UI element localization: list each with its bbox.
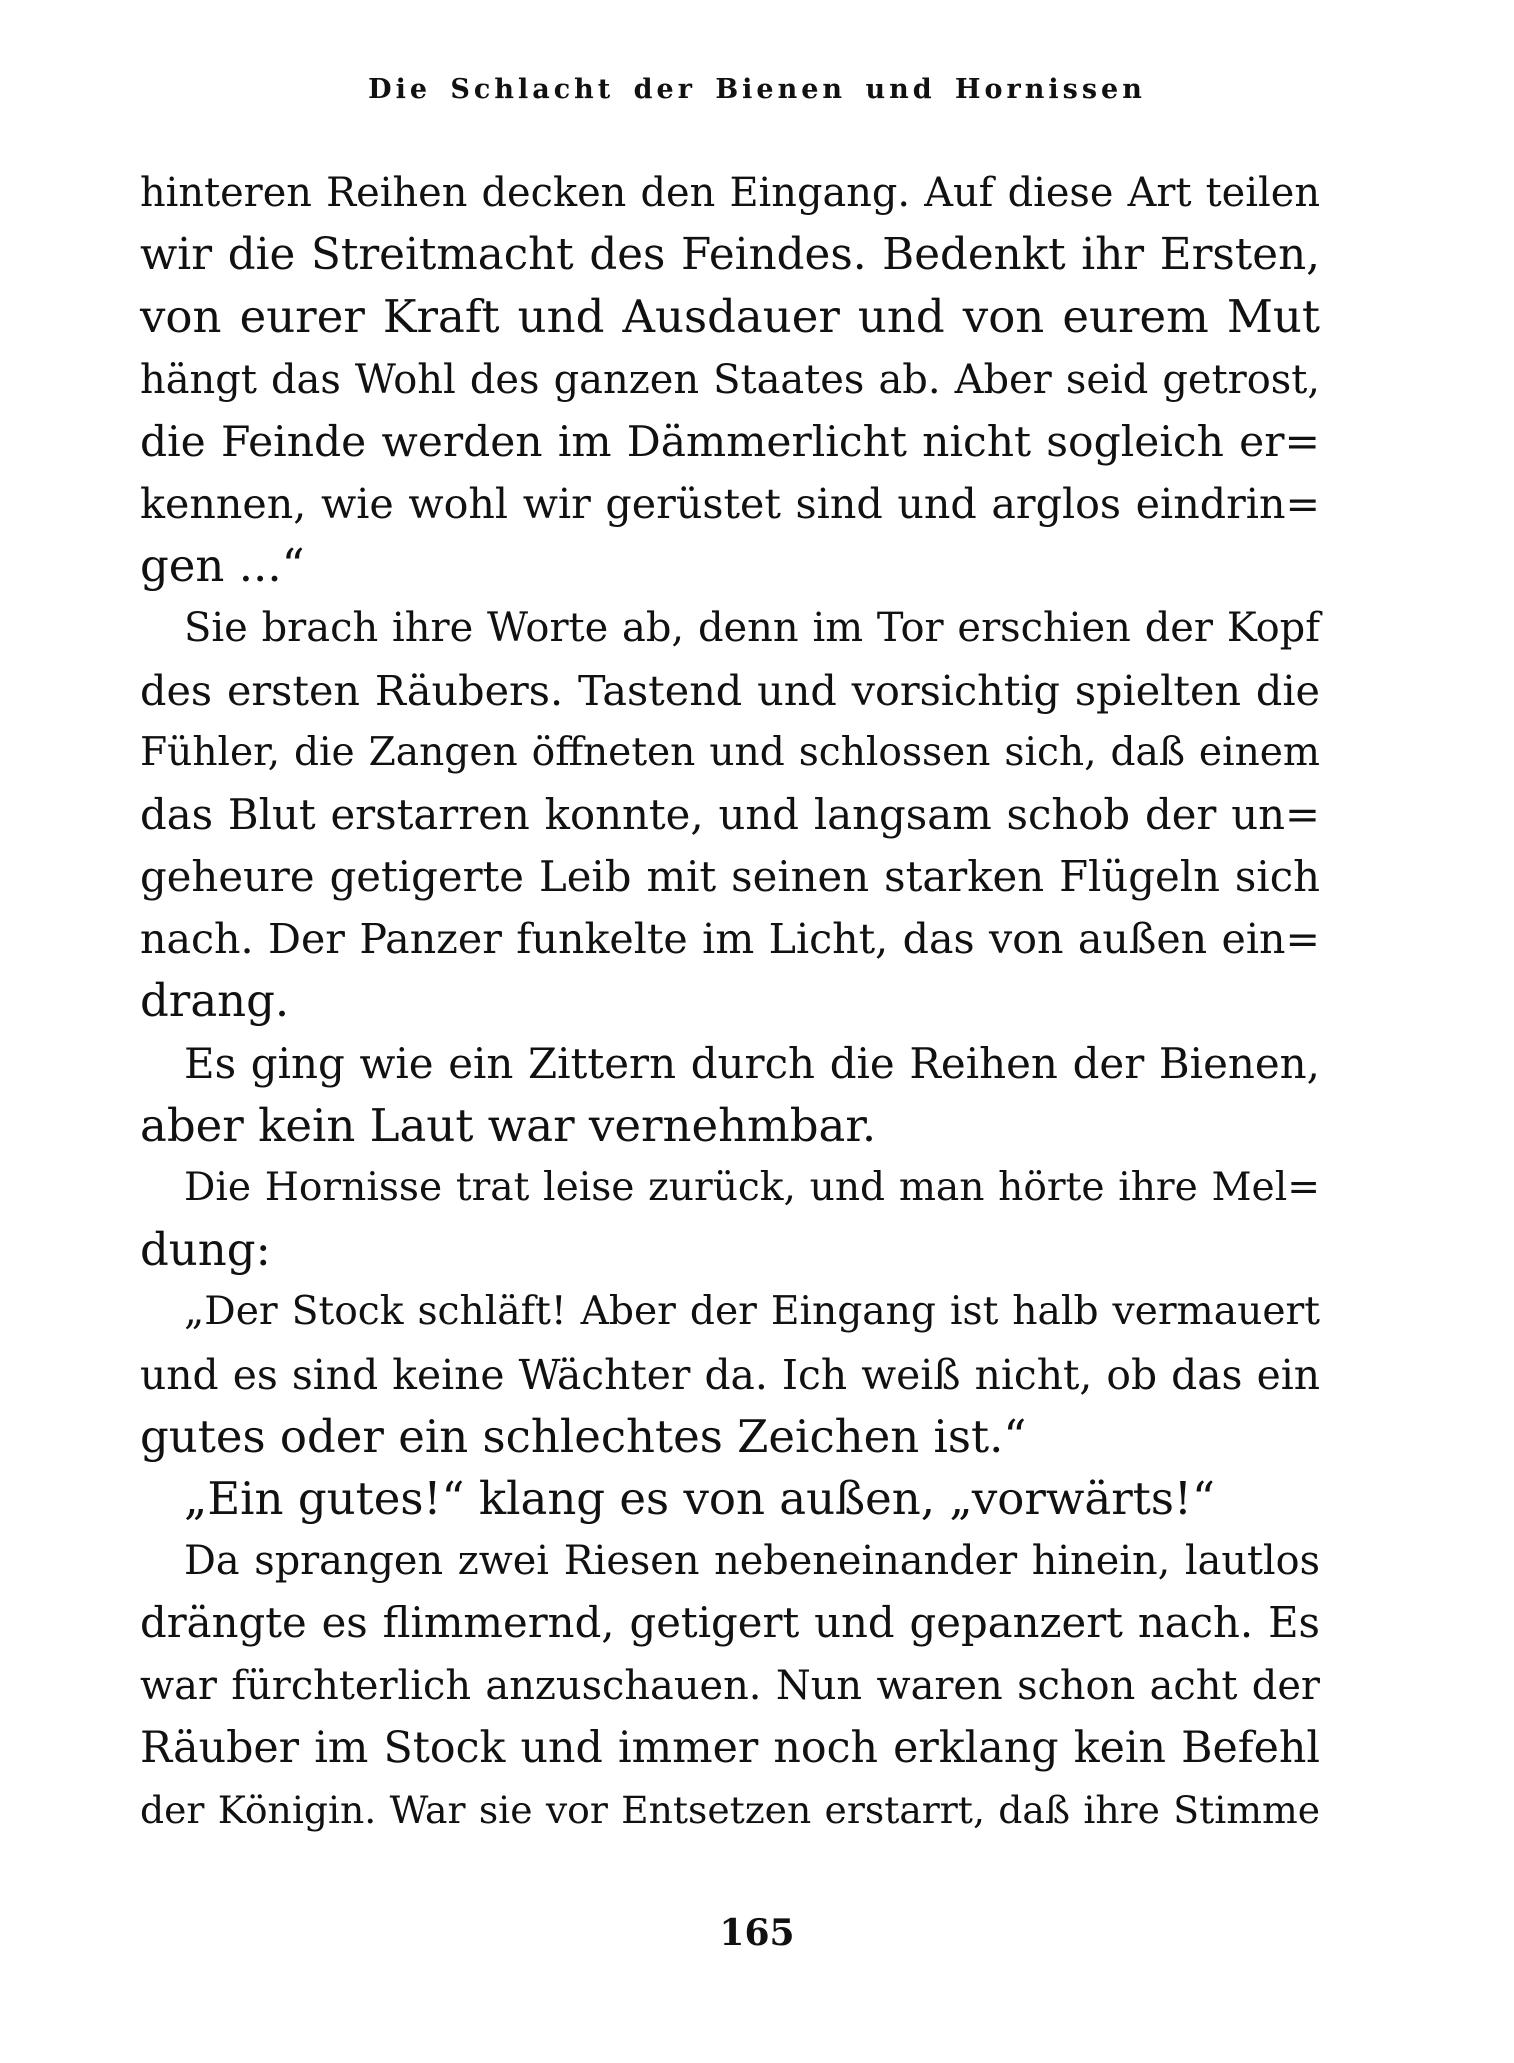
- text-line: wir die Streitmacht des Feindes. Bedenkt ihr Ersten,: [140, 230, 1320, 281]
- text-line: von eurer Kraft und Ausdauer und von eurem Mut: [140, 290, 1320, 344]
- text-line: das Blut erstarren konnte, und langsam schob der un=: [140, 789, 1320, 839]
- text-line: „Der Stock schläft! Aber der Eingang ist halb vermauert: [184, 1289, 1320, 1335]
- text-line: Die Hornisse trat leise zurück, und man hörte ihre Mel=: [184, 1165, 1320, 1210]
- text-line: „Ein gutes!“ klang es von außen, „vorwärts!“: [184, 1471, 1216, 1525]
- text-line: drängte es flimmernd, getigert und gepanzert nach. Es: [140, 1598, 1320, 1648]
- text-line: kennen, wie wohl wir gerüstet sind und arglos eindrin=: [140, 479, 1320, 528]
- text-line: Da sprangen zwei Riesen nebeneinander hinein, lautlos: [184, 1538, 1320, 1585]
- text-line: gen ...“: [140, 539, 305, 593]
- text-line: drang.: [140, 974, 290, 1028]
- text-line: der Königin. War sie vor Entsetzen erstarrt, daß ihre Stimme: [140, 1787, 1320, 1832]
- text-line: des ersten Räubers. Tastend und vorsichtig spielten die: [140, 666, 1320, 715]
- text-line: und es sind keine Wächter da. Ich weiß nicht, ob das ein: [140, 1350, 1320, 1399]
- text-line: dung:: [140, 1223, 271, 1277]
- text-line: Räuber im Stock und immer noch erklang kein Befehl: [140, 1722, 1320, 1773]
- text-line: war fürchterlich anzuschauen. Nun waren schon acht der: [140, 1662, 1320, 1709]
- running-head: Die Schlacht der Bienen und Hornissen: [368, 74, 1146, 105]
- text-line: aber kein Laut war vernehmbar.: [140, 1098, 877, 1152]
- text-line: Sie brach ihre Worte ab, denn im Tor erschien der Kopf: [184, 605, 1320, 652]
- body-text: [140, 162, 1320, 1841]
- text-line: hängt das Wohl des ganzen Staates ab. Aber seid getrost,: [140, 356, 1320, 403]
- page-number: 165: [719, 1912, 795, 1954]
- text-line: hinteren Reihen decken den Eingang. Auf diese Art teilen: [140, 170, 1320, 216]
- text-line: gutes oder ein schlechtes Zeichen ist.“: [140, 1409, 1027, 1463]
- text-line: Fühler, die Zangen öffneten und schlossen sich, daß einem: [140, 729, 1320, 775]
- text-line: geheure getigerte Leib mit seinen starken Flügeln sich: [140, 852, 1320, 902]
- text-line: nach. Der Panzer funkelte im Licht, das von außen ein=: [140, 915, 1320, 964]
- text-line: Es ging wie ein Zittern durch die Reihen der Bienen,: [184, 1038, 1320, 1088]
- text-line: die Feinde werden im Dämmerlicht nicht sogleich er=: [140, 416, 1320, 466]
